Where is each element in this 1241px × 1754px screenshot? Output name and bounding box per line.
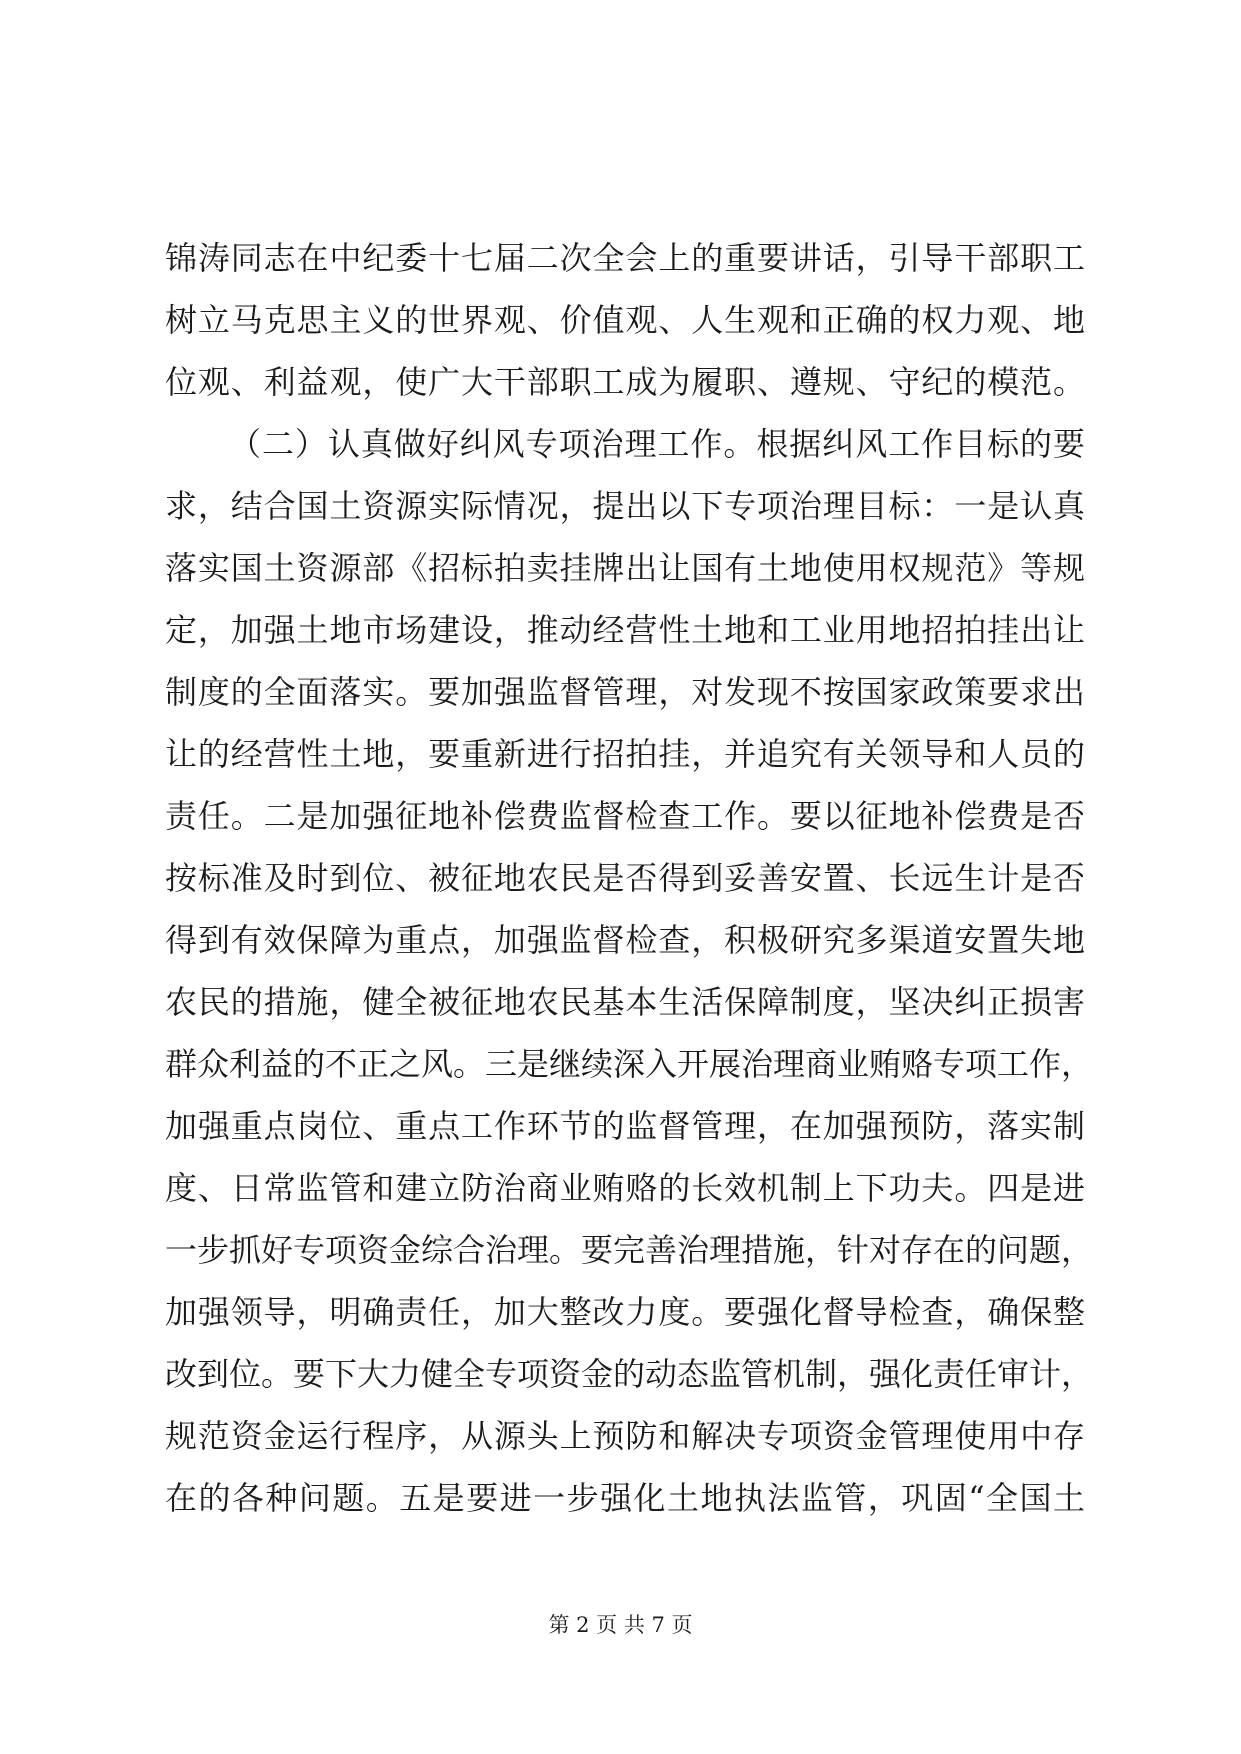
text-line: 让的经营性土地，要重新进行招拍挂，并追究有关领导和人员的 — [165, 735, 1085, 773]
text-line: 锦涛同志在中纪委十七届二次全会上的重要讲话，引导干部职工 — [165, 239, 1085, 277]
text-line: 定，加强土地市场建设，推动经营性土地和工业用地招拍挂出让 — [165, 611, 1085, 649]
body-text — [165, 227, 1094, 1529]
text-line: 制度的全面落实。要加强监督管理，对发现不按国家政策要求出 — [165, 673, 1085, 711]
text-line: 加强领导，明确责任，加大整改力度。要强化督导检查，确保整 — [165, 1293, 1085, 1331]
text-line: 树立马克思主义的世界观、价值观、人生观和正确的权力观、地 — [165, 301, 1085, 339]
page-number-footer: 第 2 页 共 7 页 — [548, 1613, 693, 1637]
text-line: 责任。二是加强征地补偿费监督检查工作。要以征地补偿费是否 — [165, 797, 1085, 835]
text-line: 一步抓好专项资金综合治理。要完善治理措施，针对存在的问题， — [165, 1231, 1094, 1269]
text-line: 按标准及时到位、被征地农民是否得到妥善安置、长远生计是否 — [165, 859, 1085, 897]
text-line: 位观、利益观，使广大干部职工成为履职、遵规、守纪的模范。 — [165, 363, 1085, 401]
text-line: 规范资金运行程序，从源头上预防和解决专项资金管理使用中存 — [165, 1417, 1085, 1455]
text-line: 改到位。要下大力健全专项资金的动态监管机制，强化责任审计， — [165, 1355, 1094, 1393]
text-line: （二）认真做好纠风专项治理工作。根据纠风工作目标的要 — [229, 425, 1085, 463]
text-line: 在的各种问题。五是要进一步强化土地执法监管，巩固“全国土 — [165, 1479, 1085, 1517]
text-line: 落实国土资源部《招标拍卖挂牌出让国有土地使用权规范》等规 — [165, 549, 1085, 587]
text-line: 加强重点岗位、重点工作环节的监督管理，在加强预防，落实制 — [165, 1107, 1085, 1145]
text-line: 度、日常监管和建立防治商业贿赂的长效机制上下功夫。四是进 — [165, 1169, 1085, 1207]
text-line: 得到有效保障为重点，加强监督检查，积极研究多渠道安置失地 — [165, 921, 1085, 959]
text-line: 求，结合国土资源实际情况，提出以下专项治理目标：一是认真 — [165, 487, 1085, 525]
text-line: 农民的措施，健全被征地农民基本生活保障制度，坚决纠正损害 — [165, 983, 1085, 1021]
text-line: 群众利益的不正之风。三是继续深入开展治理商业贿赂专项工作， — [165, 1045, 1094, 1083]
